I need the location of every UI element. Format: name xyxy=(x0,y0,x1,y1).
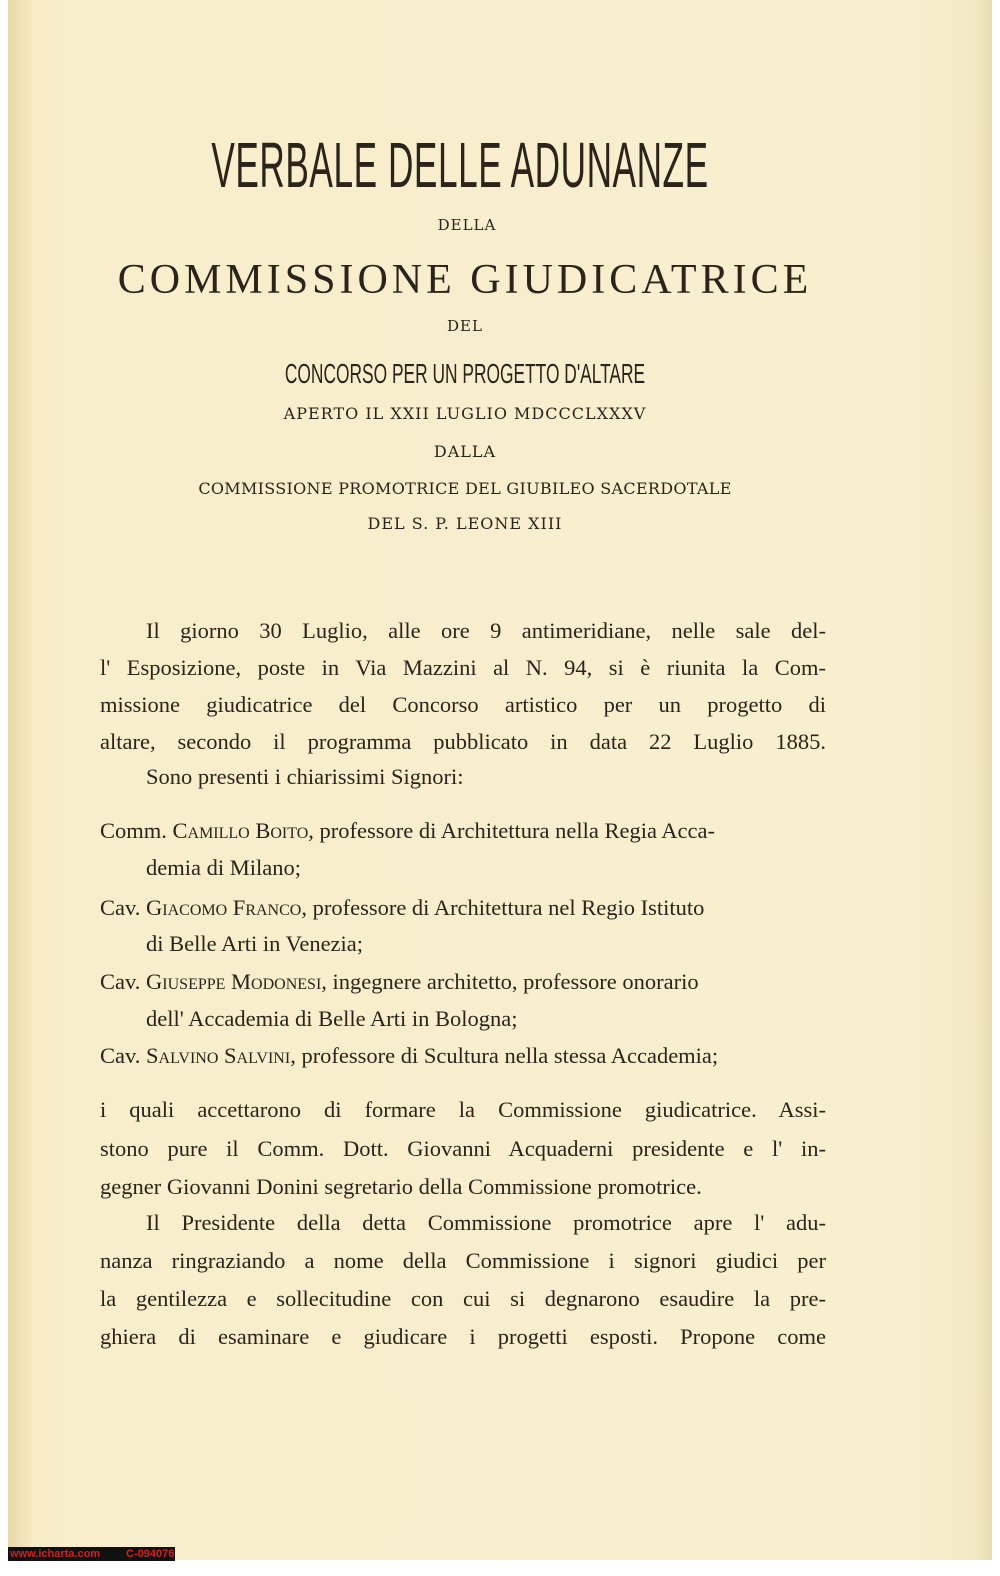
member-name: Camillo Boito xyxy=(172,818,309,843)
member-title: Cav. xyxy=(100,969,141,994)
member-salvini xyxy=(100,1043,718,1069)
closing-line-7: ghiera di esaminare e giudicare i progetti esposti. Propone come xyxy=(100,1324,826,1349)
member-name: Giuseppe Modonesi xyxy=(146,969,322,994)
member-name: Salvino Salvini xyxy=(146,1043,291,1068)
member-title: Cav. xyxy=(100,1043,141,1068)
intro-line-2: l' Esposizione, poste in Via Mazzini al N. 94, si è riunita la Com- xyxy=(100,655,826,680)
member-franco xyxy=(100,895,704,921)
intro-line-4: altare, secondo il programma pubblicato in data 22 Luglio 1885. xyxy=(100,729,826,754)
closing-line-2: stono pure il Comm. Dott. Giovanni Acquaderni presidente e l' in- xyxy=(100,1136,826,1161)
member-title: Cav. xyxy=(100,895,141,920)
document-title: VERBALE DELLE ADUNANZE xyxy=(211,129,709,201)
pope-line: DEL S. P. LEONE XIII xyxy=(367,514,563,533)
watermark xyxy=(8,1547,175,1561)
member-title: Comm. xyxy=(100,818,167,843)
member-boito xyxy=(100,818,715,844)
watermark-code: C-094076 xyxy=(126,1548,175,1560)
member-franco-cont: di Belle Arti in Venezia; xyxy=(146,931,364,956)
member-name: Giacomo Franco xyxy=(146,895,302,920)
closing-line-1: i quali accettarono di formare la Commissione giudicatrice. Assi- xyxy=(100,1097,826,1122)
intro-line-3: missione giudicatrice del Concorso artistico per un progetto di xyxy=(100,692,826,717)
opening-date: APERTO IL XXII LUGLIO MDCCCLXXXV xyxy=(283,404,647,423)
member-description: , professore di Architettura nella Regia Acca- xyxy=(308,818,716,843)
member-modonesi xyxy=(100,969,699,995)
header-dalla: DALLA xyxy=(433,442,497,461)
member-boito-cont: demia di Milano; xyxy=(146,855,301,880)
closing-line-5: nanza ringraziando a nome della Commissione i signori giudici per xyxy=(100,1248,826,1273)
closing-line-6: la gentilezza e sollecitudine con cui si degnarono esaudire la pre- xyxy=(100,1286,826,1311)
member-description: , ingegnere architetto, professore onorario xyxy=(321,969,699,994)
commission-title: COMMISSIONE GIUDICATRICE xyxy=(117,257,813,303)
watermark-site: www.icharta.com xyxy=(10,1548,101,1560)
closing-line-3: gegner Giovanni Donini segretario della Commissione promotrice. xyxy=(100,1174,702,1199)
closing-line-4: Il Presidente della detta Commissione promotrice apre l' adu- xyxy=(146,1210,826,1235)
member-description: , professore di Architettura nel Regio Istituto xyxy=(301,895,705,920)
contest-title: CONCORSO PER UN PROGETTO D'ALTARE xyxy=(284,358,646,389)
intro-line-1: Il giorno 30 Luglio, alle ore 9 antimeridiane, nelle sale del- xyxy=(146,618,826,643)
header-della: DELLA xyxy=(437,216,497,234)
intro-line-5: Sono presenti i chiarissimi Signori: xyxy=(146,764,464,789)
member-modonesi-cont: dell' Accademia di Belle Arti in Bologna; xyxy=(146,1006,518,1031)
header-del: DEL xyxy=(447,317,483,335)
promoter-commission: COMMISSIONE PROMOTRICE DEL GIUBILEO SACERDOTALE xyxy=(198,479,732,498)
member-description: , professore di Scultura nella stessa Accademia; xyxy=(290,1043,719,1068)
